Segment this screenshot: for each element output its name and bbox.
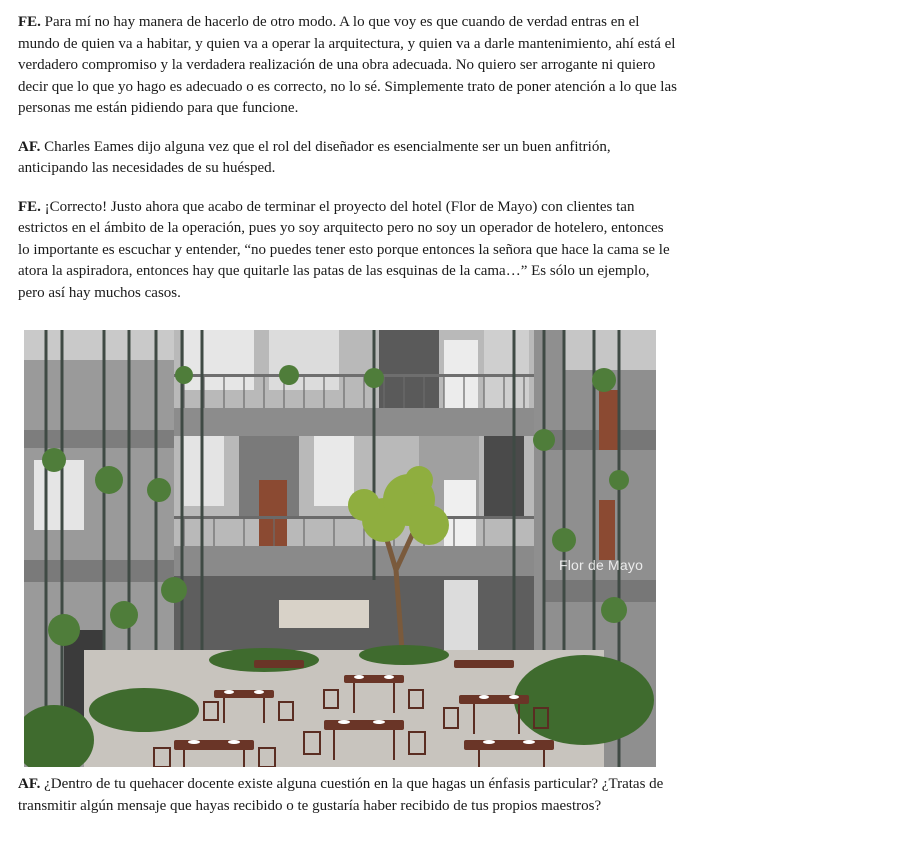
hotel-courtyard-photo <box>24 330 656 767</box>
paragraph-fe-2 <box>18 197 678 305</box>
photo-watermark: Flor de Mayo <box>559 557 644 573</box>
paragraph-text: Para mí no hay manera de hacerlo de otro modo. A lo que voy es que cuando de verdad entras en el mundo de quien va a habitar, y quien va a operar la arquitectura, y quien va a darle mantenimiento, ahí está el verdadero compromiso y la verdadera realización de una obra adecuada. No quiero ser arrogante ni quiero decir que lo que yo hago es adecuado o es correcto, no lo sé. Simplemente trato de poner atención a lo que las personas me están pidiendo para que funcione. <box>18 14 677 116</box>
paragraph-af-1 <box>18 137 678 180</box>
speaker-label: AF. <box>18 776 41 792</box>
paragraph-af-2 <box>18 774 678 817</box>
paragraph-text: ¡Correcto! Justo ahora que acabo de terminar el proyecto del hotel (Flor de Mayo) con clientes tan estrictos en el ámbito de la operación, pues yo soy arquitecto pero no soy un operador de hotelero, entonces lo importante es escuchar y entender, “no puedes tener esto porque entonces la señora que hace la cama se le atora la aspiradora, entonces hay que quitarle las patas de las esquinas de la cama…” Es sólo un ejemplo, pero así hay muchos casos. <box>18 198 670 301</box>
speaker-label: FE. <box>18 14 41 30</box>
paragraph-text: Charles Eames dijo alguna vez que el rol del diseñador es esencialmente ser un buen anfitrión, anticipando las necesidades de su huésped. <box>18 138 611 176</box>
paragraph-text: ¿Dentro de tu quehacer docente existe alguna cuestión en la que hagas un énfasis particular? ¿Tratas de transmitir algún mensaje que hayas recibido o te gustaría haber recibido de tus propios maestros? <box>18 776 664 814</box>
speaker-label: AF. <box>18 138 41 155</box>
paragraph-fe-1 <box>18 12 678 120</box>
article-body <box>18 12 678 321</box>
courtyard-illustration <box>24 330 656 767</box>
speaker-label: FE. <box>18 198 41 215</box>
